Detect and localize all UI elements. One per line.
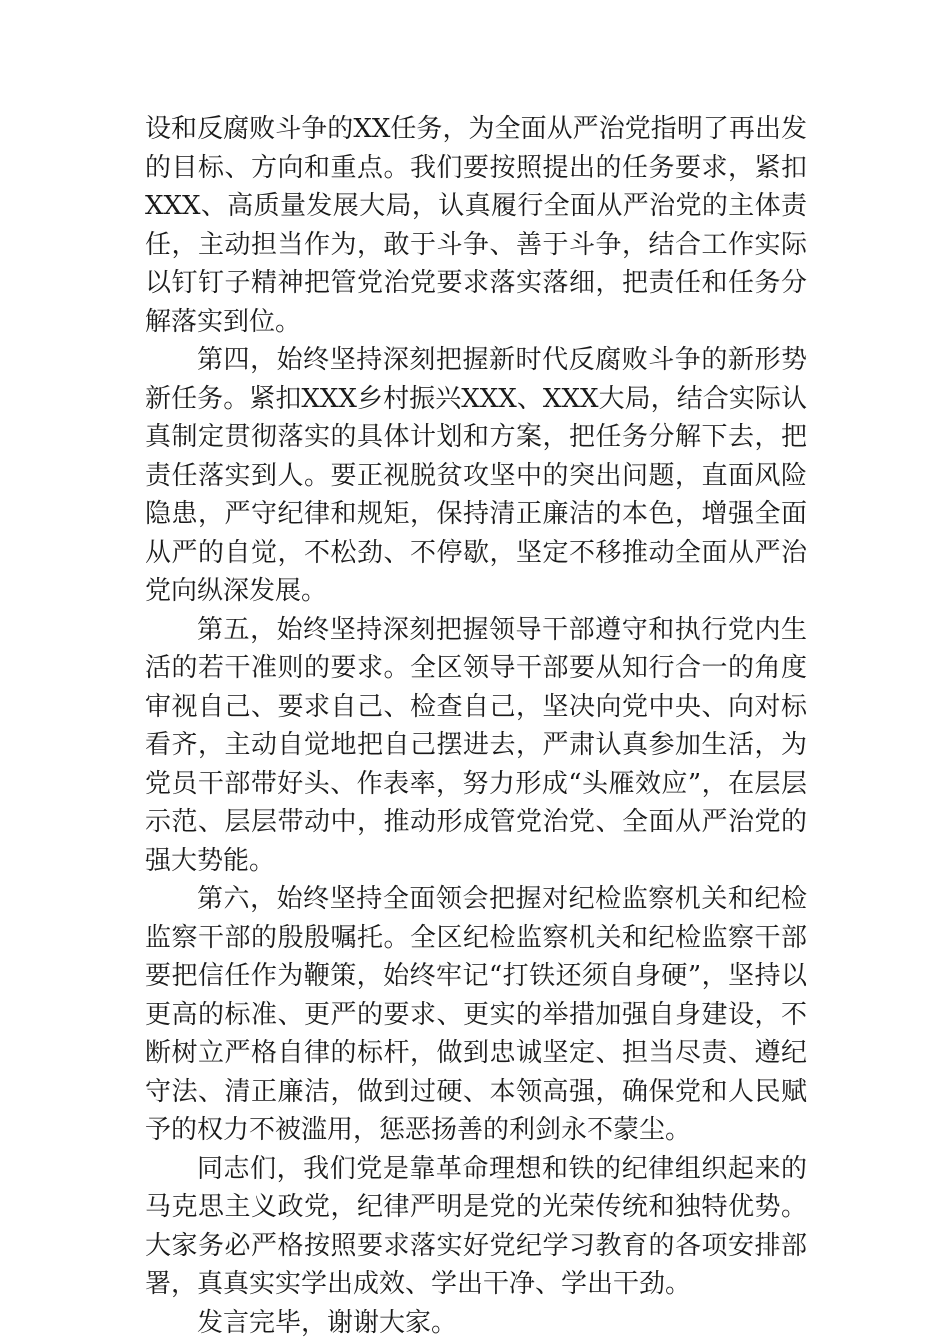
paragraph-continued: 设和反腐败斗争的XX任务，为全面从严治党指明了再出发的目标、方向和重点。我们要按照提出的任务要求，紧扣XXX、高质量发展大局，认真履行全面从严治党的主体责任，主动担当作为，敢于斗争、善于斗争，结合工作实际以钉钉子精神把管党治党要求落实落细，把责任和任务分解落实到位。 (145, 114, 807, 337)
document-body (145, 110, 807, 1342)
paragraph-sixth: 第六，始终坚持全面领会把握对纪检监察机关和纪检监察干部的殷殷嘱托。全区纪检监察机关和纪检监察干部要把信任作为鞭策，始终牢记“打铁还须自身硬”，坚持以更高的标准、更严的要求、更实的举措加强自身建设，不断树立严格自律的标杆，做到忠诚坚定、担当尽责、遵纪守法、清正廉洁，做到过硬、本领高强，确保党和人民赋予的权力不被滥用，惩恶扬善的利剑永不蒙尘。 (145, 884, 807, 1145)
paragraph-closing: 发言完毕，谢谢大家。 (197, 1307, 458, 1338)
paragraph-fourth: 第四，始终坚持深刻把握新时代反腐败斗争的新形势新任务。紧扣XXX乡村振兴XXX、XXX大局，结合实际认真制定贯彻落实的具体计划和方案，把任务分解下去，把责任落实到人。要正视脱贫攻坚中的突出问题，直面风险隐患，严守纪律和规矩，保持清正廉洁的本色，增强全面从严的自觉，不松劲、不停歇，坚定不移推动全面从严治党向纵深发展。 (145, 345, 807, 606)
paragraph-fifth: 第五，始终坚持深刻把握领导干部遵守和执行党内生活的若干准则的要求。全区领导干部要从知行合一的角度审视自己、要求自己、检查自己，坚决向党中央、向对标看齐，主动自觉地把自己摆进去，严肃认真参加生活，为党员干部带好头、作表率，努力形成“头雁效应”，在层层示范、层层带动中，推动形成管党治党、全面从严治党的强大势能。 (145, 614, 807, 876)
paragraph-comrades: 同志们，我们党是靠革命理想和铁的纪律组织起来的马克思主义政党，纪律严明是党的光荣传统和独特优势。大家务必严格按照要求落实好党纪学习教育的各项安排部署，真真实实学出成效、学出干净、学出干劲。 (145, 1153, 807, 1299)
